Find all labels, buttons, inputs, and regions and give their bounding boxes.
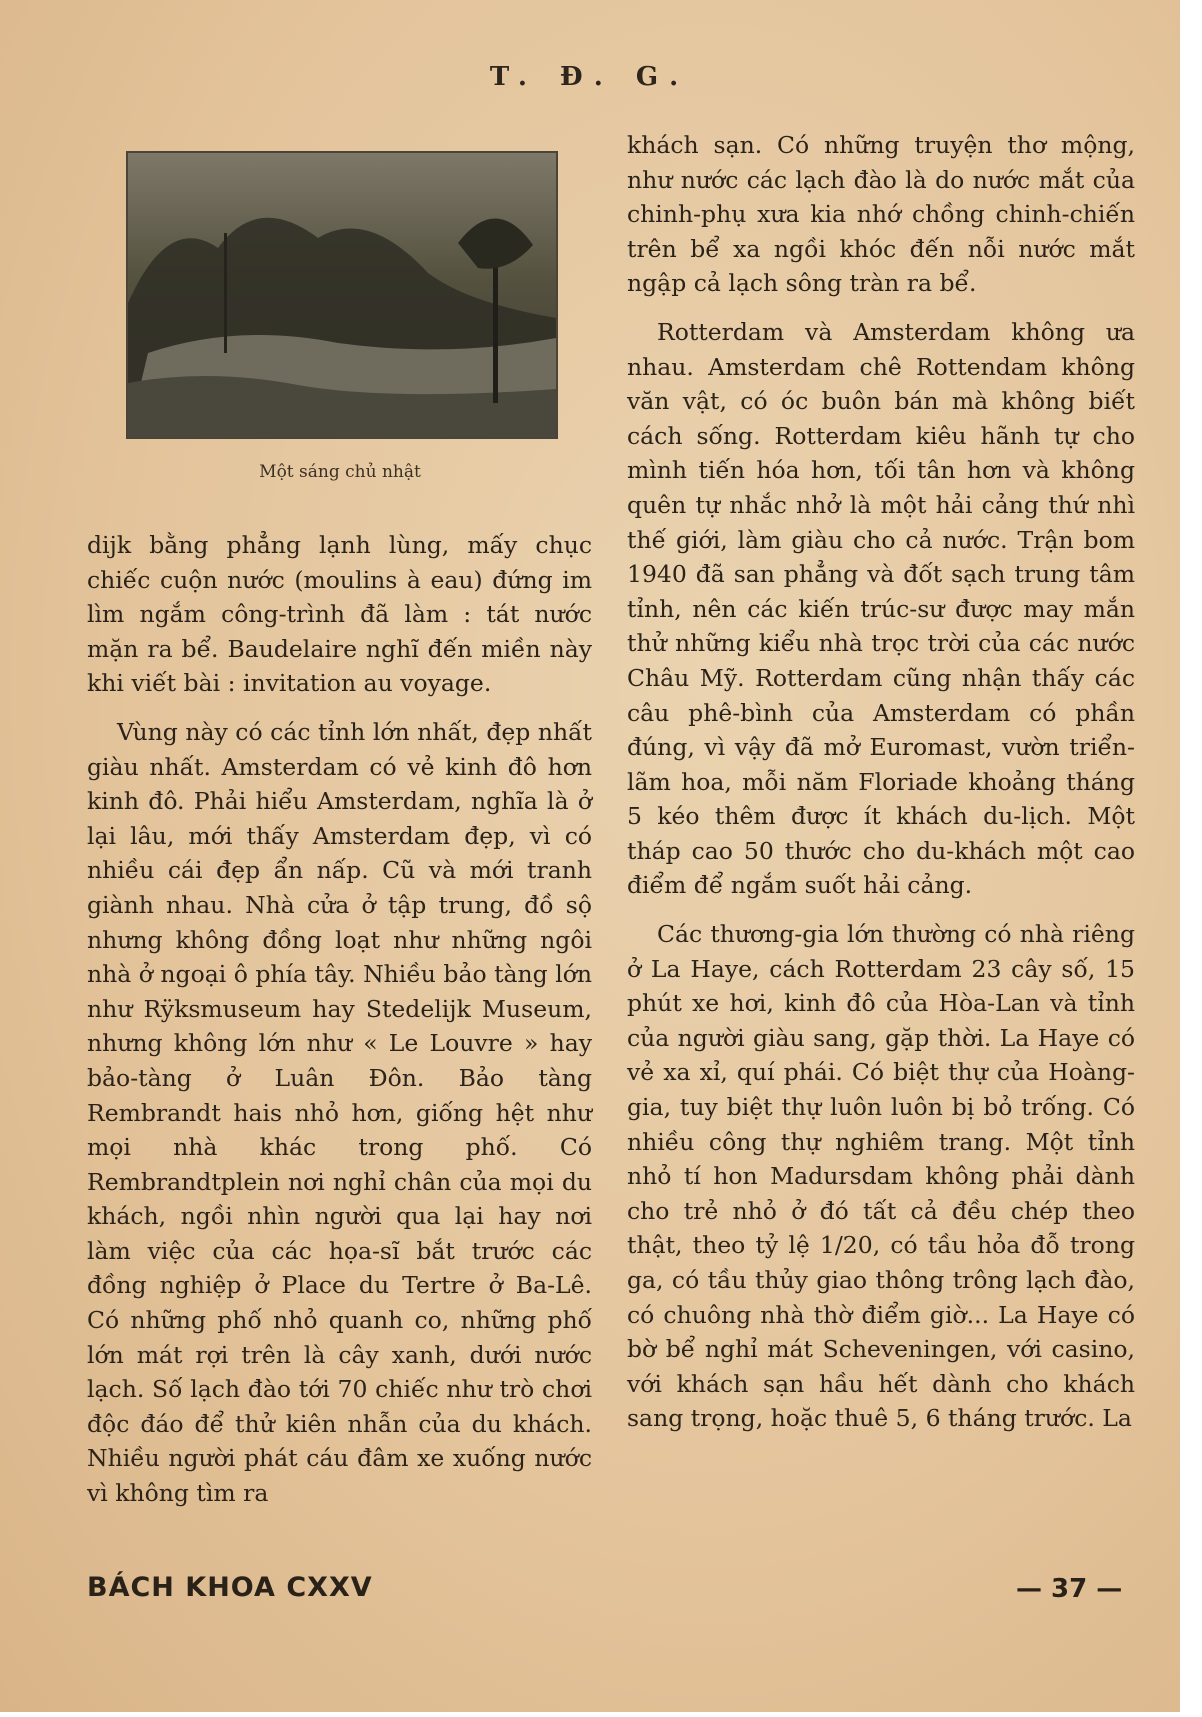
- photo-caption: Một sáng chủ nhật: [259, 462, 421, 482]
- publication-name: BÁCH KHOA CXXV: [87, 1572, 373, 1603]
- paragraph: Các thương-gia lớn thường có nhà riêng ở La Haye, cách Rotterdam 23 cây số, 15 phút xe hơi, kinh đô của Hòa-Lan và tỉnh của người giàu sang, gặp thời. La Haye có vẻ xa xỉ, quí phái. Có biệt thự của Hoàng-gia, tuy biệt thự luôn luôn bị bỏ trống. Có nhiều công thự nghiêm trang. Một tỉnh nhỏ tí hon Madursdam không phải dành cho trẻ nhỏ ở đó tất cả đều chép theo thật, theo tỷ lệ 1/20, có tầu hỏa đỗ trong ga, có tầu thủy giao thông trông lạch đào, có chuông nhà thờ điểm giờ... La Haye có bờ bể nghỉ mát Scheveningen, với casino, với khách sạn hầu hết dành cho khách sang trọng, hoặc thuê 5, 6 tháng trước. La: [627, 920, 1135, 1433]
- paragraph: Vùng này có các tỉnh lớn nhất, đẹp nhất giàu nhất. Amsterdam có vẻ kinh đô hơn kinh đô. Phải hiểu Amsterdam, nghĩa là ở lại lâu, mới thấy Amsterdam đẹp, vì có nhiều cái đẹp ẩn nấp. Cũ và mới tranh giành nhau. Nhà cửa ở tập trung, đồ sộ nhưng không đồng loạt như những ngôi nhà ở ngoại ô phía tây. Nhiều bảo tàng lớn như Rÿksmuseum hay Stedelijk Museum, nhưng không lớn như « Le Louvre » hay bảo-tàng ở Luân Đôn. Bảo tàng Rembrandt hais nhỏ hơn, giống hệt như mọi nhà khác trong phố. Có Rembrandtplein nơi nghỉ chân của mọi du khách, ngồi nhìn người qua lại hay nơi làm việc của các họa-sĩ bắt trước các đồng nghiệp ở Place du Tertre ở Ba-Lê. Có những phố nhỏ quanh co, những phố lớn mát rợi trên là cây xanh, dưới nước lạch. Số lạch đào tới 70 chiếc như trò chơi độc đáo để thử kiên nhẫn của du khách. Nhiều người phát cáu đâm xe xuống nước vì không tìm ra: [87, 717, 592, 1508]
- left-column: [87, 528, 592, 1525]
- page-number: — 37 —: [1016, 1574, 1123, 1604]
- page-header: T. Đ. G.: [489, 62, 691, 92]
- paragraph: khách sạn. Có những truyện thơ mộng, như nước các lạch đào là do nước mắt của chinh-phụ xưa kia nhớ chồng chinh-chiến trên bể xa ngồi khóc đến nỗi nước mắt ngập cả lạch sông tràn ra bể.: [627, 131, 1135, 298]
- paragraph: Rotterdam và Amsterdam không ưa nhau. Amsterdam chê Rottendam không văn vật, có óc buôn bán mà không biết cách sống. Rotterdam kiêu hãnh tự cho mình tiến hóa hơn, tối tân hơn và không quên tự nhắc nhở là một hải cảng thứ nhì thế giới, làm giàu cho cả nước. Trận bom 1940 đã san phẳng và đốt sạch trung tâm tỉnh, nên các kiến trúc-sư được may mắn thử những kiểu nhà trọc trời của các nước Châu Mỹ. Rotterdam cũng nhận thấy các câu phê-bình của Amsterdam có phần đúng, vì vậy đã mở Euromast, vườn triển-lãm hoa, mỗi năm Floriade khoảng tháng 5 kéo thêm được ít khách du-lịch. Một tháp cao 50 thước cho du-khách một cao điểm để ngắm suốt hải cảng.: [627, 317, 1135, 900]
- paragraph: dijk bằng phẳng lạnh lùng, mấy chục chiếc cuộn nước (moulins à eau) đứng im lìm ngắm công-trình đã làm : tát nước mặn ra bể. Baudelaire nghĩ đến miền này khi viết bài : invitation au voyage.: [87, 531, 592, 698]
- photo-sunday-morning: [126, 151, 558, 439]
- right-column: [627, 128, 1135, 1450]
